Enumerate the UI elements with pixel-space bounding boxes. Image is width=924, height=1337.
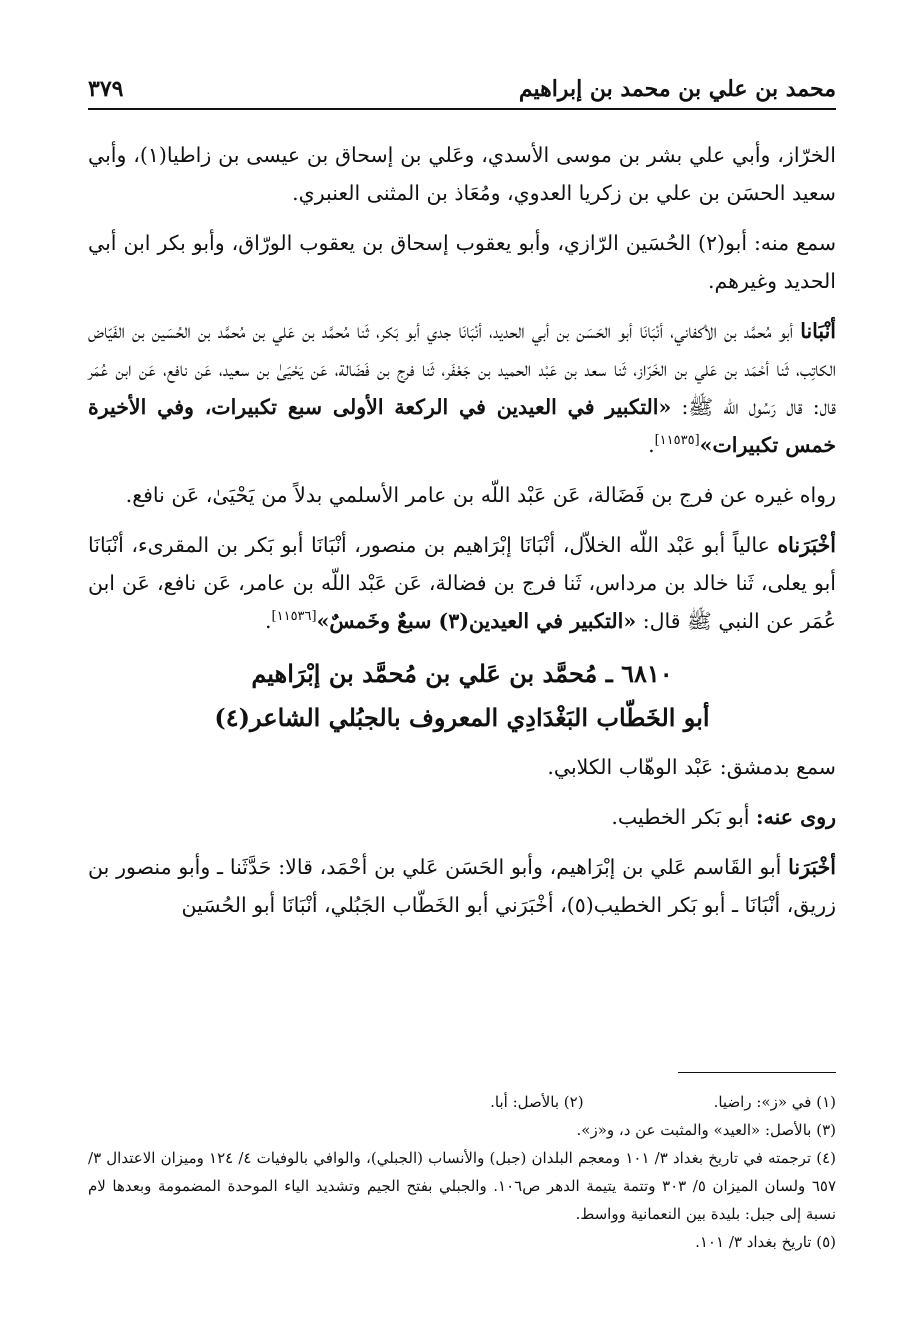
paragraph-teachers: الخرّاز، وأبي علي بشر بن موسى الأسدي، وعَلي بن إسحاق بن عيسى بن زاطيا(١)، وأبي سعيد الحسَن بن علي بن زكريا العدوي، ومُعَاذ بن المثنى العنبري. — [88, 143, 836, 205]
paragraph-isnad-3 — [88, 848, 836, 924]
hadith-number: [١١٥٣٥] — [654, 433, 700, 449]
footnote-1: (١) في «ز»: راضيا. — [713, 1093, 836, 1111]
paragraph-isnad-2: أخْبَرَناه عالياً أبو عَبْد اللّه الخلاّل، أنْبَانَا إبْرَاهيم بن منصور، أنْبَانَا أبو بَكر بن المقرىء، أنْبَانَا أبو يعلى، ثَنا خالد بن مرداس، ثَنا فرج بن فضالة، عَن عَبْد اللّه بن عامر، عَن نافع، عَن ابن عُمَر عن النبي ﷺ قال: «التكبير في العيدين(٣) سبعٌ وخَمسٌ»[١١٥٣٦]. — [88, 533, 836, 633]
footnote-5: (٥) تاريخ بغداد ٣/ ١٠١. — [695, 1233, 836, 1251]
biography-heading-kunya: أبو الخَطّاب البَغْدَادِي المعروف بالجبُلي الشاعر(٤) — [214, 703, 710, 732]
isnad-lead-word: أنْبَانا — [800, 319, 836, 343]
paragraph-heard-from: سمع بدمشق: عَبْد الوهّاب الكلابي. — [547, 755, 836, 779]
page-header — [88, 58, 836, 110]
narrated-by-text: أبو بَكر الخطيب. — [611, 805, 750, 829]
paragraph-variant: رواه غيره عن فرج بن فَضَالة، عَن عَبْد اللّه بن عامر الأسلمي بدلاً من يَحْيَىٰ، عَن نافع. — [125, 483, 836, 507]
footnote-2: (٢) بالأصل: أبا. — [490, 1093, 584, 1111]
running-title: محمد بن علي بن محمد بن إبراهيم — [518, 76, 836, 102]
hadith-number: [١١٥٣٦] — [271, 609, 317, 625]
biography-heading-name: ٦٨١٠ ـ مُحمَّد بن عَلي بن مُحمَّد بن إبْرَاهيم — [251, 659, 673, 688]
footnote-divider — [678, 1072, 836, 1073]
main-text — [88, 136, 836, 936]
isnad-text: أبو مُحمَّد بن الأكفاني، أنْبَانَا أبو الحَسَن بن أبي الحديد، أنْبَانَا جدي أبو بَكر، ثَنا مُحمَّد بن عَلي بن مُحمَّد بن الحُسَين بن الفَيّاض الكاتِب، ثَنا أحْمَد بن عَلي بن الخَرّاز، ثَنا سعد بن عَبْد الحميد بن جَعْفَر، ثَنا فرج بن فَضَالة، عَن يَحْيَىٰ بن سعيد، عَن نافع، عَن ابن عُمَر قال: قال رَسُول الله ﷺ: — [88, 319, 836, 419]
paragraph-narrated-by — [88, 798, 836, 836]
hadith-text: «التكبير في العيدين(٣) سبعٌ وخَمسٌ» — [316, 609, 637, 633]
footnotes — [88, 1088, 836, 1256]
page-number: ٣٧٩ — [88, 76, 124, 102]
paragraph-students: سمع منه: أبو(٢) الحُسَين الرّازي، وأبو يعقوب إسحاق بن يعقوب الورّاق، وأبو بكر ابن أبي الحديد وغيرهم. — [88, 231, 836, 293]
footnote-4: (٤) ترجمته في تاريخ بغداد ٣/ ١٠١ ومعجم البلدان (جبل) والأنساب (الجبلي)، والوافي بالوفيات ٤/ ١٢٤ وميزان الاعتدال ٣/ ٦٥٧ ولسان الميزان ٥/ ٣٠٣ وتتمة يتيمة الدهر ص١٠٦. والجبلي بفتح الجيم وتشديد الياء الموحدة المضمومة وبعدها لام نسبة إلى جبل: بليدة بين النعمانية وواسط. — [88, 1149, 837, 1223]
isnad-text: أبو القَاسم عَلي بن إبْرَاهيم، وأبو الحَسَن عَلي بن أحْمَد، قالا: حَدَّثَنا ـ وأبو منصور بن زريق، أنْبَانَا ـ أبو بَكر الخطيب(٥)، أخْبَرَني أبو الخَطّاب الجَبُلي، أنْبَانَا أبو الحُسَين — [88, 855, 836, 917]
footnote-3: (٣) بالأصل: «العيد» والمثبت عن د، و«ز». — [576, 1121, 836, 1139]
paragraph-isnad-1: أنْبَانا أبو مُحمَّد بن الأكفاني، أنْبَانَا أبو الحَسَن بن أبي الحديد، أنْبَانَا جدي أبو بَكر، ثَنا مُحمَّد بن عَلي بن مُحمَّد بن الحُسَين بن الفَيّاض الكاتِب، ثَنا أحْمَد بن عَلي بن الخَرّاز، ثَنا سعد بن عَبْد الحميد بن جَعْفَر، ثَنا فرج بن فَضَالة، عَن يَحْيَىٰ بن سعيد، عَن نافع، عَن ابن عُمَر قال: قال رَسُول الله ﷺ: «التكبير في العيدين في الركعة الأولى سبع تكبيرات، وفي الأخيرة خمس تكبيرات»[١١٥٣٥]. — [88, 319, 836, 457]
footnote-row — [88, 1088, 836, 1116]
isnad-lead-word: أخْبَرَناه — [777, 533, 836, 557]
isnad-lead-word: أخْبَرَنا — [788, 855, 836, 879]
isnad-text: عالياً أبو عَبْد اللّه الخلاّل، أنْبَانَا إبْرَاهيم بن منصور، أنْبَانَا أبو بَكر بن المقرىء، أنْبَانَا أبو يعلى، ثَنا خالد بن مرداس، ثَنا فرج بن فضالة، عَن عَبْد اللّه بن عامر، عَن نافع، عَن ابن عُمَر عن النبي ﷺ قال: — [88, 533, 836, 633]
narrated-by-label: روى عنه: — [756, 805, 836, 829]
biography-heading — [88, 652, 836, 740]
hadith-text: «التكبير في العيدين في الركعة الأولى سبع تكبيرات، وفي الأخيرة خمس تكبيرات» — [88, 395, 836, 457]
